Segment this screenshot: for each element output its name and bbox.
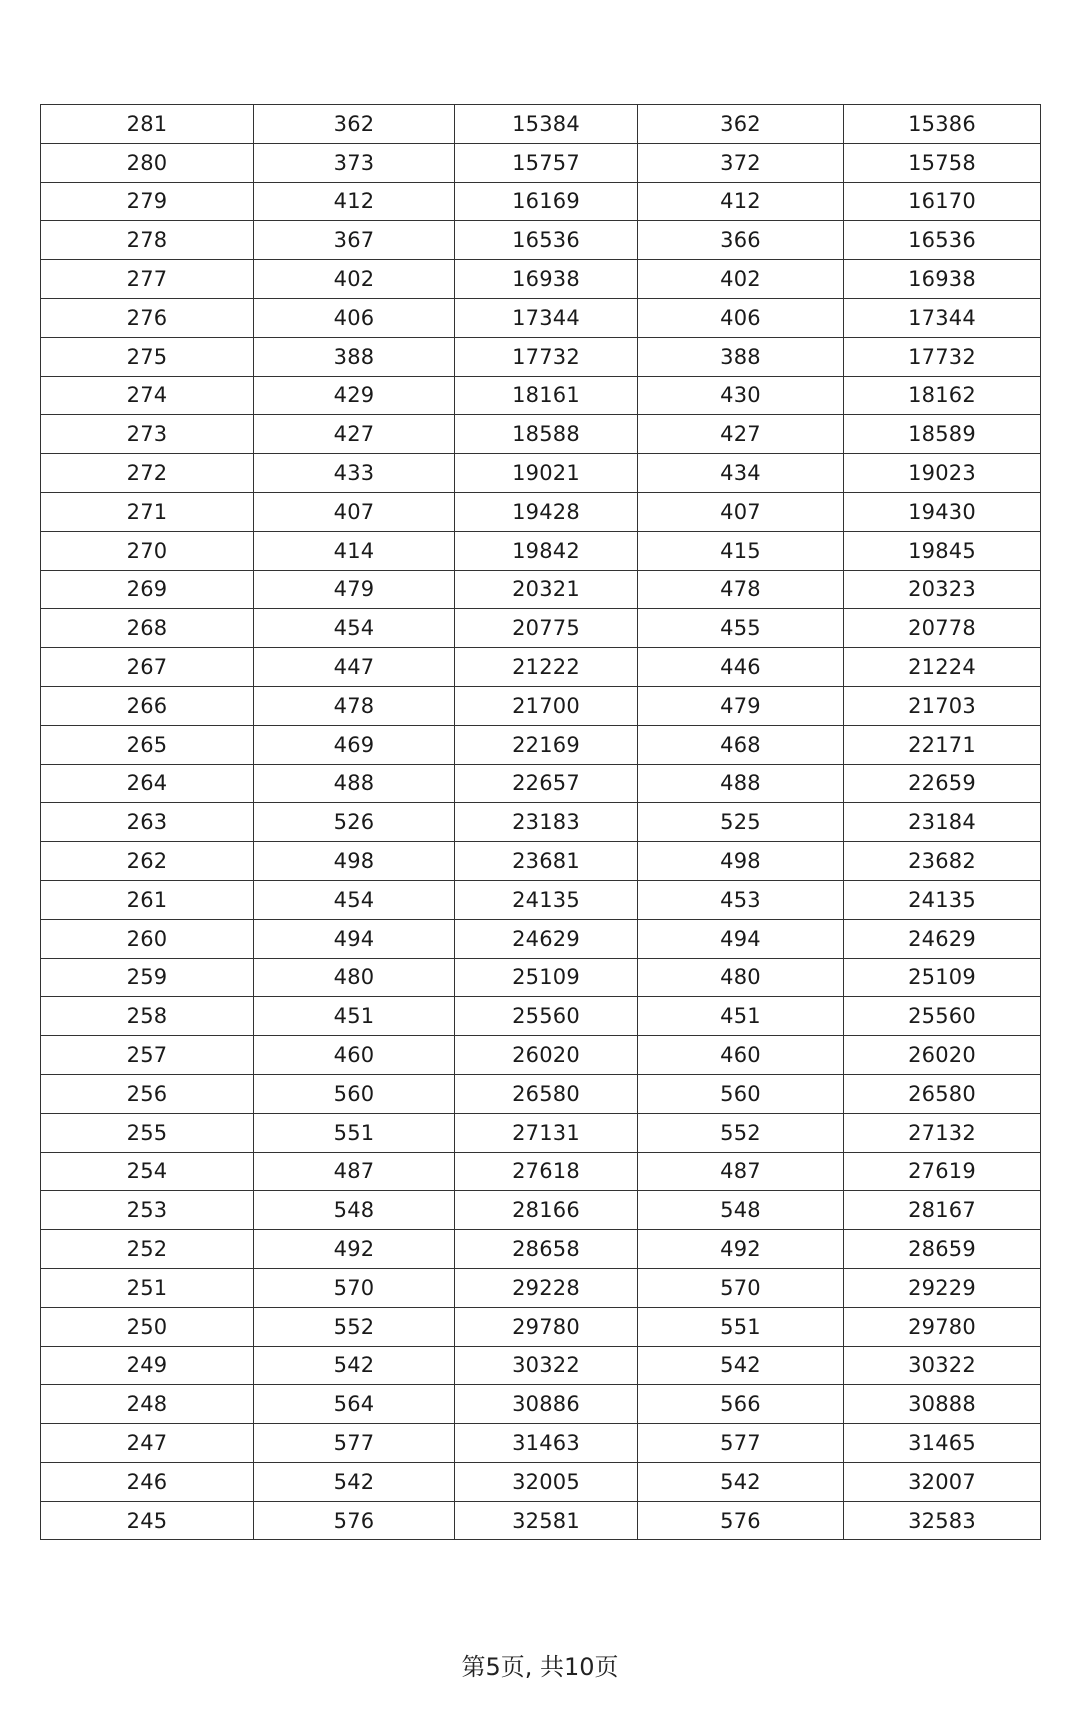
table-cell: 23183 — [455, 803, 638, 842]
table-cell: 22171 — [844, 725, 1041, 764]
table-cell: 280 — [41, 143, 254, 182]
table-cell: 494 — [638, 919, 844, 958]
table-cell: 32007 — [844, 1462, 1041, 1501]
table-cell: 27131 — [455, 1113, 638, 1152]
table-row — [41, 919, 1041, 958]
table-cell: 27132 — [844, 1113, 1041, 1152]
table-cell: 577 — [254, 1424, 455, 1463]
table-cell: 281 — [41, 105, 254, 144]
table-cell: 548 — [638, 1191, 844, 1230]
table-cell: 19842 — [455, 531, 638, 570]
table-cell: 245 — [41, 1501, 254, 1540]
table-cell: 23184 — [844, 803, 1041, 842]
table-cell: 268 — [41, 609, 254, 648]
table-cell: 433 — [254, 454, 455, 493]
table-cell: 402 — [638, 260, 844, 299]
table-cell: 24629 — [455, 919, 638, 958]
table-cell: 246 — [41, 1462, 254, 1501]
table-cell: 261 — [41, 880, 254, 919]
table-cell: 31463 — [455, 1424, 638, 1463]
table-cell: 273 — [41, 415, 254, 454]
table-cell: 279 — [41, 182, 254, 221]
table-cell: 25560 — [455, 997, 638, 1036]
table-cell: 256 — [41, 1074, 254, 1113]
table-cell: 271 — [41, 492, 254, 531]
table-row — [41, 531, 1041, 570]
table-cell: 25560 — [844, 997, 1041, 1036]
table-cell: 26020 — [844, 1036, 1041, 1075]
table-cell: 17732 — [455, 337, 638, 376]
table-cell: 454 — [254, 609, 455, 648]
table-cell: 20321 — [455, 570, 638, 609]
table-cell: 15386 — [844, 105, 1041, 144]
table-cell: 29229 — [844, 1268, 1041, 1307]
table-cell: 23682 — [844, 842, 1041, 881]
table-row — [41, 143, 1041, 182]
table-cell: 446 — [638, 648, 844, 687]
table-row — [41, 182, 1041, 221]
table-row — [41, 1268, 1041, 1307]
table-cell: 16938 — [844, 260, 1041, 299]
table-cell: 388 — [638, 337, 844, 376]
table-cell: 29780 — [844, 1307, 1041, 1346]
table-cell: 548 — [254, 1191, 455, 1230]
table-cell: 17344 — [844, 298, 1041, 337]
table-row — [41, 764, 1041, 803]
table-cell: 19023 — [844, 454, 1041, 493]
table-row — [41, 415, 1041, 454]
table-cell: 570 — [638, 1268, 844, 1307]
table-cell: 469 — [254, 725, 455, 764]
table-cell: 276 — [41, 298, 254, 337]
table-cell: 253 — [41, 1191, 254, 1230]
table-cell: 250 — [41, 1307, 254, 1346]
table-cell: 32581 — [455, 1501, 638, 1540]
score-table-container — [40, 104, 1040, 1540]
table-row — [41, 648, 1041, 687]
table-cell: 28167 — [844, 1191, 1041, 1230]
table-cell: 28658 — [455, 1230, 638, 1269]
table-cell: 412 — [254, 182, 455, 221]
table-row — [41, 1113, 1041, 1152]
table-cell: 488 — [254, 764, 455, 803]
table-cell: 492 — [254, 1230, 455, 1269]
table-row — [41, 337, 1041, 376]
table-cell: 566 — [638, 1385, 844, 1424]
table-row — [41, 958, 1041, 997]
table-cell: 552 — [254, 1307, 455, 1346]
table-cell: 26020 — [455, 1036, 638, 1075]
table-cell: 479 — [254, 570, 455, 609]
table-cell: 479 — [638, 686, 844, 725]
table-row — [41, 570, 1041, 609]
table-cell: 17344 — [455, 298, 638, 337]
table-row — [41, 1424, 1041, 1463]
table-cell: 451 — [638, 997, 844, 1036]
table-cell: 525 — [638, 803, 844, 842]
table-cell: 478 — [254, 686, 455, 725]
table-cell: 487 — [638, 1152, 844, 1191]
table-cell: 498 — [638, 842, 844, 881]
table-cell: 20778 — [844, 609, 1041, 648]
table-cell: 15757 — [455, 143, 638, 182]
table-cell: 552 — [638, 1113, 844, 1152]
table-cell: 30322 — [455, 1346, 638, 1385]
table-row — [41, 1346, 1041, 1385]
table-cell: 19845 — [844, 531, 1041, 570]
table-row — [41, 376, 1041, 415]
table-cell: 28166 — [455, 1191, 638, 1230]
table-cell: 269 — [41, 570, 254, 609]
table-cell: 270 — [41, 531, 254, 570]
table-row — [41, 1191, 1041, 1230]
table-cell: 551 — [254, 1113, 455, 1152]
table-row — [41, 1307, 1041, 1346]
table-cell: 494 — [254, 919, 455, 958]
table-cell: 402 — [254, 260, 455, 299]
table-cell: 460 — [638, 1036, 844, 1075]
table-cell: 16536 — [844, 221, 1041, 260]
table-cell: 16169 — [455, 182, 638, 221]
table-cell: 542 — [254, 1346, 455, 1385]
table-cell: 570 — [254, 1268, 455, 1307]
table-cell: 451 — [254, 997, 455, 1036]
table-cell: 19428 — [455, 492, 638, 531]
table-cell: 251 — [41, 1268, 254, 1307]
table-cell: 266 — [41, 686, 254, 725]
table-cell: 18589 — [844, 415, 1041, 454]
table-row — [41, 1462, 1041, 1501]
table-cell: 427 — [638, 415, 844, 454]
table-cell: 560 — [638, 1074, 844, 1113]
table-cell: 542 — [254, 1462, 455, 1501]
table-cell: 248 — [41, 1385, 254, 1424]
table-cell: 498 — [254, 842, 455, 881]
table-row — [41, 260, 1041, 299]
table-cell: 22657 — [455, 764, 638, 803]
table-cell: 278 — [41, 221, 254, 260]
table-row — [41, 880, 1041, 919]
table-cell: 30322 — [844, 1346, 1041, 1385]
table-row — [41, 803, 1041, 842]
table-cell: 406 — [638, 298, 844, 337]
table-cell: 542 — [638, 1462, 844, 1501]
table-cell: 29780 — [455, 1307, 638, 1346]
table-cell: 373 — [254, 143, 455, 182]
table-cell: 487 — [254, 1152, 455, 1191]
table-cell: 18588 — [455, 415, 638, 454]
table-cell: 30888 — [844, 1385, 1041, 1424]
table-cell: 576 — [254, 1501, 455, 1540]
table-cell: 434 — [638, 454, 844, 493]
table-cell: 453 — [638, 880, 844, 919]
table-row — [41, 1385, 1041, 1424]
table-row — [41, 1501, 1041, 1540]
table-cell: 367 — [254, 221, 455, 260]
table-cell: 23681 — [455, 842, 638, 881]
table-cell: 265 — [41, 725, 254, 764]
table-row — [41, 1074, 1041, 1113]
table-cell: 560 — [254, 1074, 455, 1113]
table-cell: 31465 — [844, 1424, 1041, 1463]
table-cell: 478 — [638, 570, 844, 609]
table-cell: 21700 — [455, 686, 638, 725]
table-row — [41, 492, 1041, 531]
table-cell: 415 — [638, 531, 844, 570]
table-cell: 249 — [41, 1346, 254, 1385]
table-cell: 577 — [638, 1424, 844, 1463]
table-cell: 564 — [254, 1385, 455, 1424]
table-row — [41, 1152, 1041, 1191]
table-row — [41, 298, 1041, 337]
table-cell: 26580 — [455, 1074, 638, 1113]
table-cell: 264 — [41, 764, 254, 803]
table-row — [41, 221, 1041, 260]
table-cell: 32583 — [844, 1501, 1041, 1540]
table-cell: 492 — [638, 1230, 844, 1269]
table-cell: 19430 — [844, 492, 1041, 531]
table-row — [41, 105, 1041, 144]
table-cell: 576 — [638, 1501, 844, 1540]
table-cell: 20323 — [844, 570, 1041, 609]
table-cell: 277 — [41, 260, 254, 299]
table-cell: 447 — [254, 648, 455, 687]
table-cell: 362 — [254, 105, 455, 144]
table-cell: 16938 — [455, 260, 638, 299]
table-cell: 25109 — [455, 958, 638, 997]
table-cell: 21703 — [844, 686, 1041, 725]
table-cell: 16536 — [455, 221, 638, 260]
table-cell: 21222 — [455, 648, 638, 687]
table-cell: 258 — [41, 997, 254, 1036]
table-row — [41, 454, 1041, 493]
table-cell: 406 — [254, 298, 455, 337]
table-row — [41, 842, 1041, 881]
table-cell: 247 — [41, 1424, 254, 1463]
table-cell: 454 — [254, 880, 455, 919]
table-cell: 254 — [41, 1152, 254, 1191]
table-cell: 27618 — [455, 1152, 638, 1191]
table-cell: 28659 — [844, 1230, 1041, 1269]
table-cell: 32005 — [455, 1462, 638, 1501]
table-cell: 259 — [41, 958, 254, 997]
table-row — [41, 1036, 1041, 1075]
table-cell: 362 — [638, 105, 844, 144]
page-footer: 第5页, 共10页 — [461, 1653, 619, 1681]
table-row — [41, 686, 1041, 725]
table-cell: 15758 — [844, 143, 1041, 182]
table-cell: 526 — [254, 803, 455, 842]
table-cell: 414 — [254, 531, 455, 570]
table-cell: 257 — [41, 1036, 254, 1075]
table-cell: 255 — [41, 1113, 254, 1152]
table-cell: 24135 — [844, 880, 1041, 919]
table-cell: 480 — [254, 958, 455, 997]
table-cell: 407 — [254, 492, 455, 531]
table-cell: 430 — [638, 376, 844, 415]
table-cell: 17732 — [844, 337, 1041, 376]
score-distribution-table — [40, 104, 1041, 1540]
table-cell: 29228 — [455, 1268, 638, 1307]
table-cell: 252 — [41, 1230, 254, 1269]
table-cell: 24135 — [455, 880, 638, 919]
table-cell: 488 — [638, 764, 844, 803]
table-cell: 366 — [638, 221, 844, 260]
table-row — [41, 725, 1041, 764]
table-cell: 18161 — [455, 376, 638, 415]
table-cell: 26580 — [844, 1074, 1041, 1113]
table-cell: 18162 — [844, 376, 1041, 415]
table-body — [41, 105, 1041, 1540]
table-cell: 274 — [41, 376, 254, 415]
table-cell: 20775 — [455, 609, 638, 648]
table-cell: 262 — [41, 842, 254, 881]
table-cell: 272 — [41, 454, 254, 493]
table-cell: 551 — [638, 1307, 844, 1346]
table-cell: 22169 — [455, 725, 638, 764]
table-cell: 263 — [41, 803, 254, 842]
table-cell: 412 — [638, 182, 844, 221]
table-row — [41, 997, 1041, 1036]
table-cell: 25109 — [844, 958, 1041, 997]
table-cell: 460 — [254, 1036, 455, 1075]
table-cell: 388 — [254, 337, 455, 376]
table-cell: 30886 — [455, 1385, 638, 1424]
table-cell: 275 — [41, 337, 254, 376]
table-cell: 19021 — [455, 454, 638, 493]
table-cell: 27619 — [844, 1152, 1041, 1191]
table-cell: 468 — [638, 725, 844, 764]
table-cell: 429 — [254, 376, 455, 415]
table-cell: 372 — [638, 143, 844, 182]
table-cell: 267 — [41, 648, 254, 687]
table-cell: 24629 — [844, 919, 1041, 958]
table-cell: 21224 — [844, 648, 1041, 687]
table-row — [41, 609, 1041, 648]
table-cell: 542 — [638, 1346, 844, 1385]
table-cell: 22659 — [844, 764, 1041, 803]
table-cell: 16170 — [844, 182, 1041, 221]
table-row — [41, 1230, 1041, 1269]
table-cell: 455 — [638, 609, 844, 648]
table-cell: 480 — [638, 958, 844, 997]
table-cell: 407 — [638, 492, 844, 531]
table-cell: 427 — [254, 415, 455, 454]
table-cell: 260 — [41, 919, 254, 958]
table-cell: 15384 — [455, 105, 638, 144]
